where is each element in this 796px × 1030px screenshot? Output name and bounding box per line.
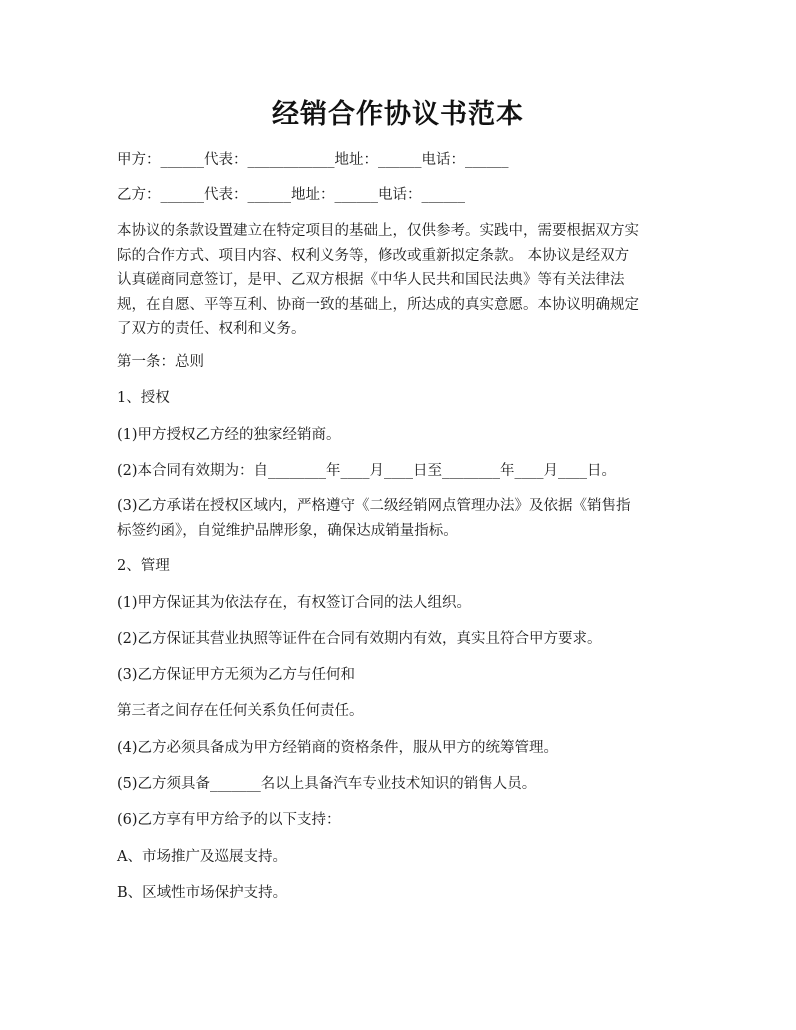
section-1-heading: 1、授权 — [117, 390, 170, 406]
clause-text: 第三者之间存在任何关系负任何责任。 — [117, 703, 364, 719]
intro-line: 规，在自愿、平等互利、协商一致的基础上，所达成的真实意愿。本协议明确规定 — [117, 296, 639, 313]
list-item: B、区域性市场保护支持。 — [117, 885, 288, 901]
clause-text: (5)乙方须具备_______名以上具备汽车专业技术知识的销售人员。 — [117, 776, 537, 792]
clause-text: (4)乙方必须具备成为甲方经销商的资格条件，服从甲方的统筹管理。 — [117, 740, 559, 756]
clause-text: (6)乙方享有甲方给予的以下支持： — [117, 812, 341, 828]
article-1-heading: 第一条：总则 — [117, 354, 204, 370]
party-a-line: 甲方：______代表：____________地址：______电话：______ — [117, 152, 509, 168]
list-item: A、市场推广及巡展支持。 — [117, 849, 287, 865]
section-2-heading: 2、管理 — [117, 558, 170, 574]
clause-text: (1)甲方授权乙方经的独家经销商。 — [117, 427, 341, 443]
clause-text: (3)乙方保证甲方无须为乙方与任何和 — [117, 667, 356, 683]
clause-line: (3)乙方承诺在授权区域内，严格遵守《二级经销网点管理办法》及依据《销售指 — [117, 498, 631, 514]
clause-text: (1)甲方保证其为依法存在，有权签订合同的法人组织。 — [117, 595, 472, 611]
intro-paragraph — [117, 219, 683, 342]
intro-line: 本协议的条款设置建立在特定项目的基础上，仅供参考。实践中，需要根据双方实 — [117, 223, 639, 239]
party-b-line: 乙方：______代表：______地址：______电话：______ — [117, 187, 465, 203]
clause-line: 标签约函》，自觉维护品牌形象，确保达成销量指标。 — [117, 522, 458, 539]
intro-line: 了双方的责任、权利和义务。 — [117, 321, 306, 337]
intro-line: 际的合作方式、项目内容、权利义务等，修改或重新拟定条款。 本协议是经双方 — [117, 247, 630, 264]
clause-paragraph — [117, 494, 683, 543]
clause-text: (2)本合同有效期为：自________年____月____日至________年____月____日。 — [117, 463, 617, 479]
document-title: 经销合作协议书范本 — [272, 99, 524, 130]
intro-line: 认真磋商同意签订，是甲、乙双方根据《中华人民共和国民法典》等有关法律法 — [117, 272, 625, 288]
clause-text: (2)乙方保证其营业执照等证件在合同有效期内有效，真实且符合甲方要求。 — [117, 631, 602, 647]
